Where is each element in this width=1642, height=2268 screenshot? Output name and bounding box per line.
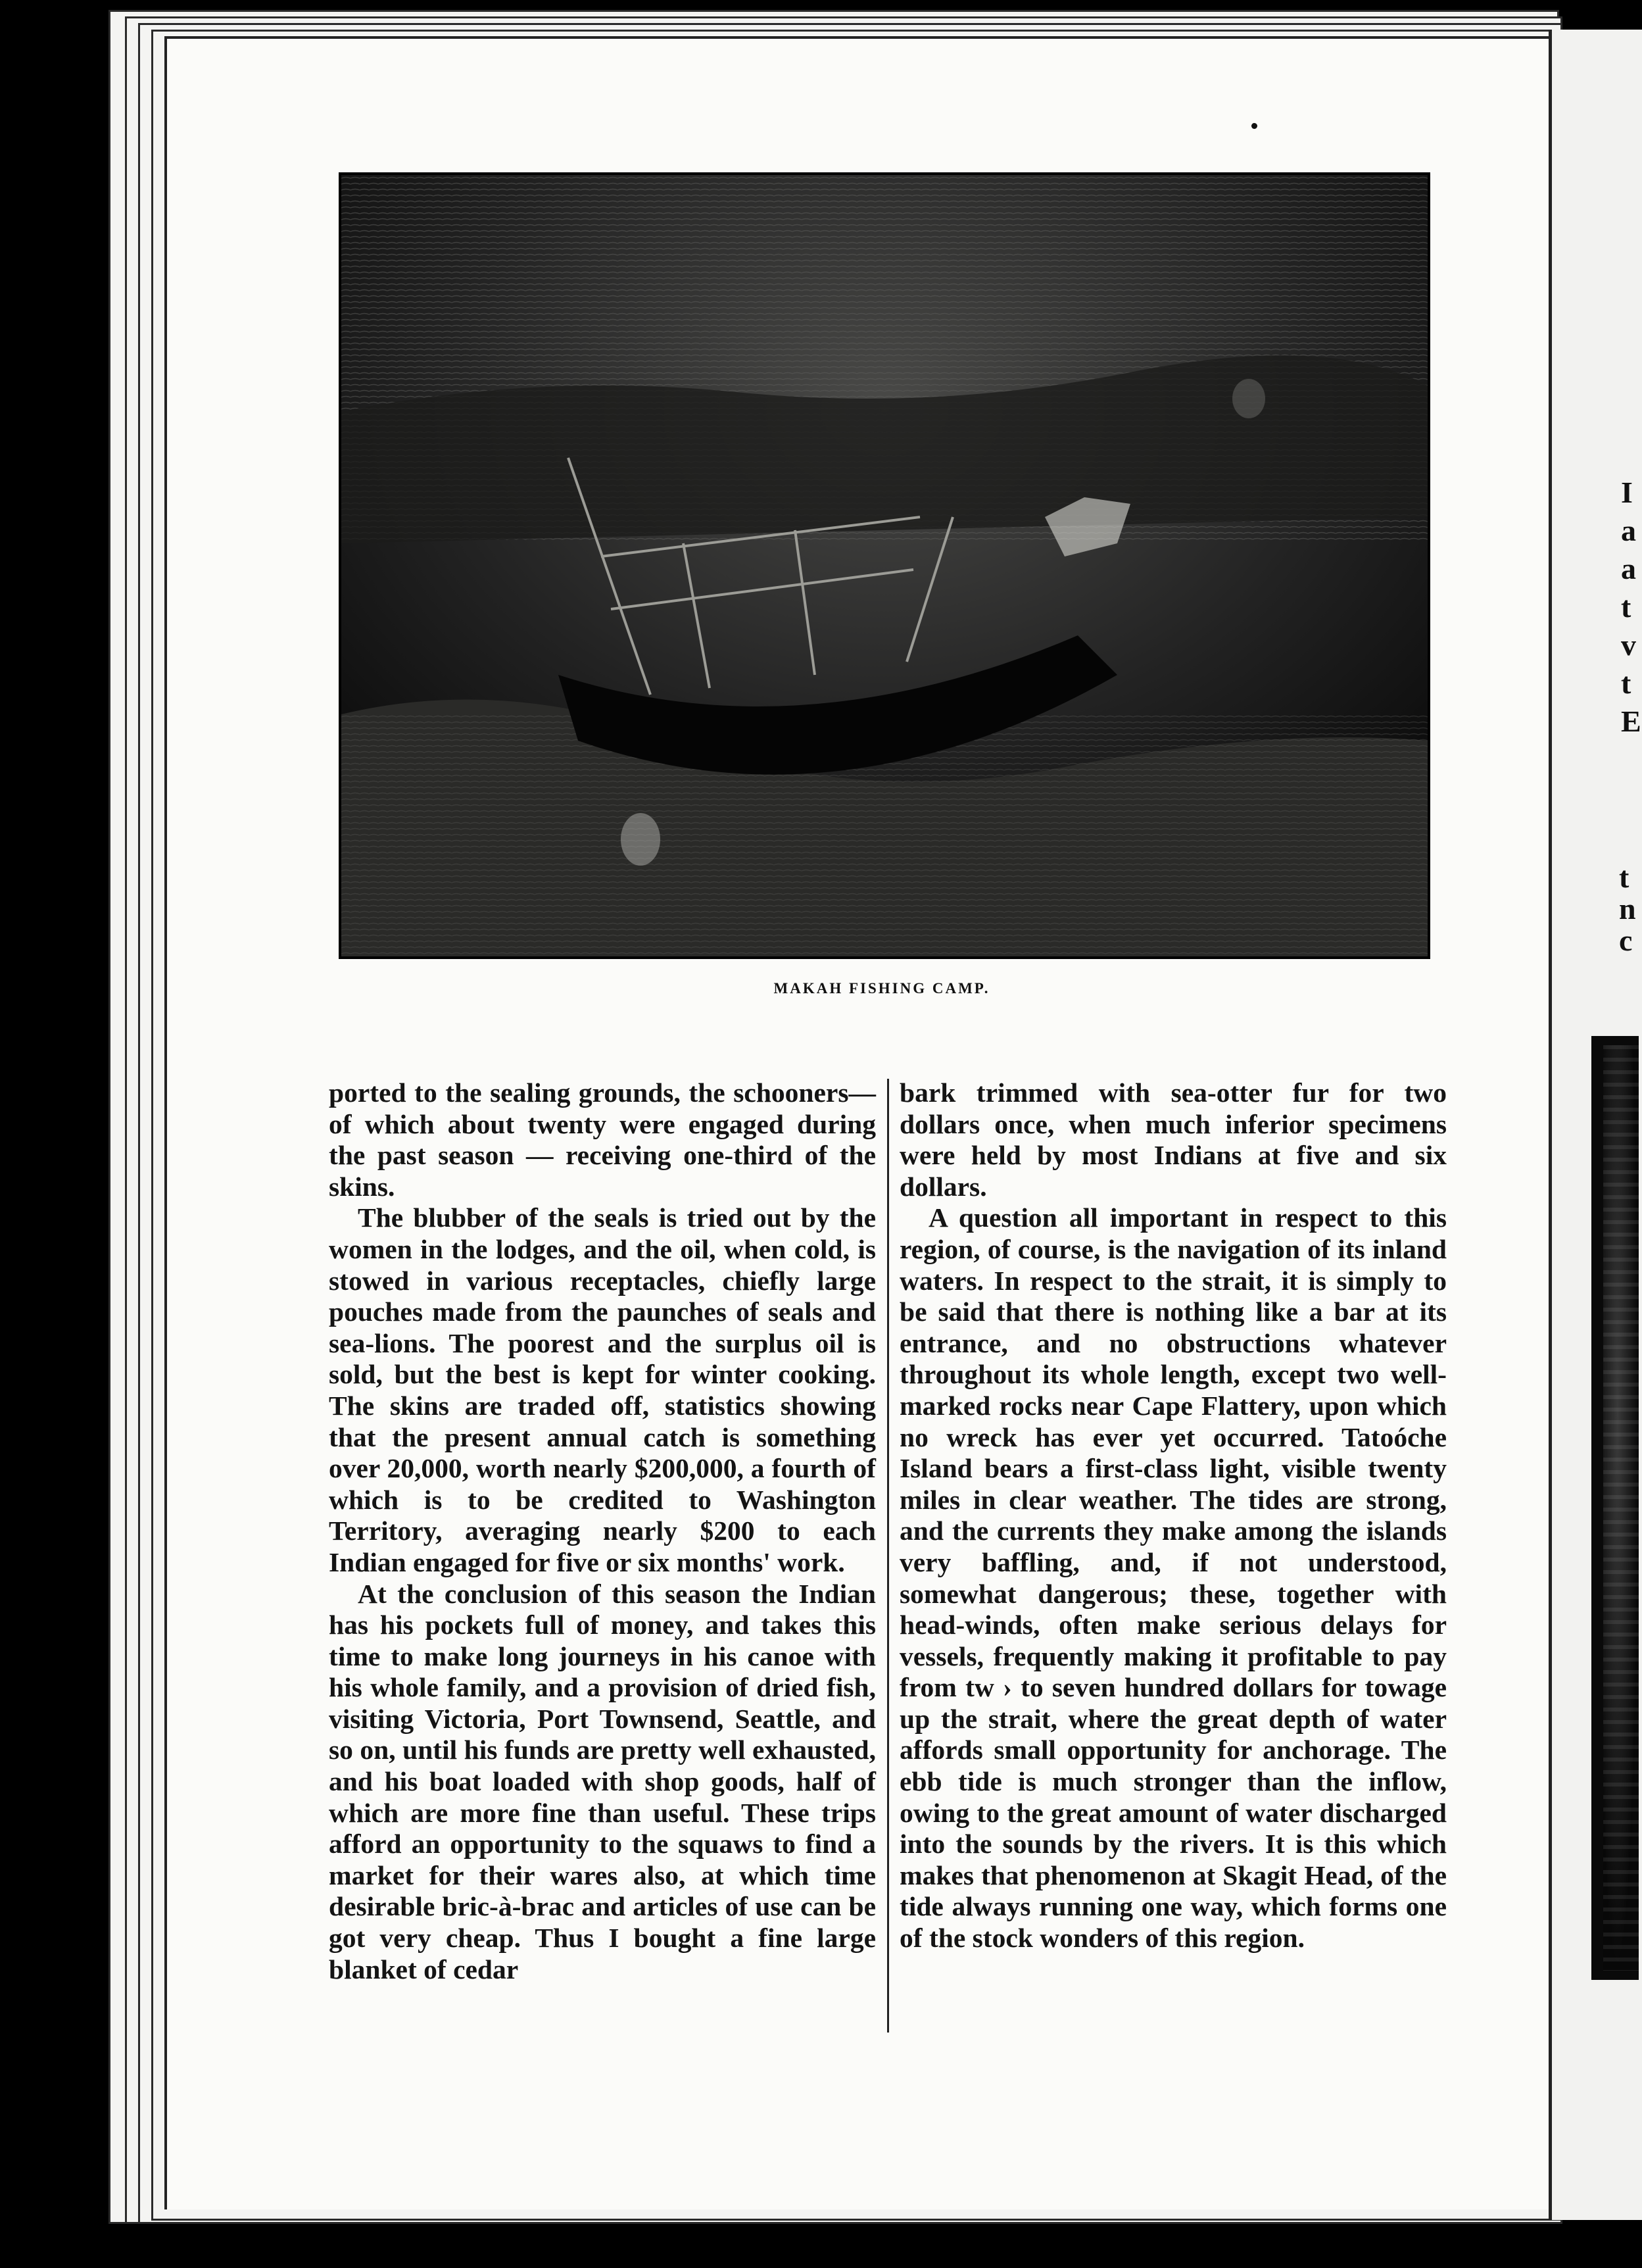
article-column-right bbox=[900, 1077, 1447, 1954]
adjacent-letter: t bbox=[1621, 590, 1631, 624]
adjacent-letter: c bbox=[1619, 924, 1633, 957]
adjacent-letter: t bbox=[1621, 666, 1631, 700]
paragraph: At the conclusion of this season the Indian has his pockets full of money, and takes this time to make long journeys in his canoe with his whole family, and a provision of dried fish, visiting Victoria, Port Townsend, Seattle, and so on, until his funds are pretty well exhausted, and his boat loaded with shop goods, half of which are more fine than useful. These trips afford an opportunity to the squaws to find a market for their wares also, at which time desirable bric-à-brac and articles of use can be got very cheap. Thus I bought a fine large blanket of cedar bbox=[329, 1578, 876, 1985]
adjacent-letter: a bbox=[1621, 514, 1636, 547]
adjacent-letter: E bbox=[1621, 704, 1641, 738]
adjacent-page-text-2 bbox=[1619, 862, 1636, 956]
article-column-left bbox=[329, 1077, 876, 1985]
adjacent-page-text bbox=[1621, 474, 1639, 741]
adjacent-page-image bbox=[1591, 1036, 1639, 1980]
adjacent-letter: n bbox=[1619, 892, 1636, 925]
fishing-camp-illustration bbox=[339, 172, 1430, 959]
illustration-drawing bbox=[341, 175, 1428, 956]
paragraph: The blubber of the seals is tried out by the women in the lodges, and the oil, when cold, is stowed in various receptacles, chiefly large pouches made from the paunches of seals and sea-lions. The poorest and the surplus oil is sold, but the best is kept for winter cooking. The skins are traded off, statistics showing that the present annual catch is something over 20,000, worth nearly $200,000, a fourth of which is to be credited to Washington Territory, averaging nearly $200 to each Indian engaged for five or six months' work. bbox=[329, 1202, 876, 1577]
adjacent-letter: a bbox=[1621, 552, 1636, 585]
speck bbox=[1251, 123, 1257, 129]
adjacent-letter: I bbox=[1621, 476, 1633, 509]
paragraph: ported to the sealing grounds, the schooners—of which about twenty were engaged during the past season — receiving one-third of the skins. bbox=[329, 1077, 876, 1202]
paragraph: A question all important in respect to this region, of course, is the navigation of its inland waters. In respect to the strait, it is simply to be said that there is nothing like a bar at its entrance, and no obstructions whatever throughout its whole length, except two well-marked rocks near Cape Flattery, upon which no wreck has ever yet occurred. Tatoóche Island bears a first-class light, visible twenty miles in clear weather. The tides are strong, and the currents they make among the islands very baffling, and, if not understood, somewhat dangerous; these, together with head-winds, often make serious delays for vessels, frequently making it profitable to pay from tw › to seven hundred dollars for towage up the strait, where the great depth of water affords small opportunity for anchorage. The ebb tide is much stronger than the inflow, owing to the great amount of water discharged into the sounds by the rivers. It is this which makes that phenomenon at Skagit Head, of the tide always running one way, which forms one of the stock wonders of this region. bbox=[900, 1202, 1447, 1954]
adjacent-letter: t bbox=[1619, 860, 1630, 894]
adjacent-letter: v bbox=[1621, 628, 1636, 662]
column-divider bbox=[887, 1079, 889, 2033]
illustration-caption: MAKAH FISHING CAMP. bbox=[773, 980, 990, 997]
paragraph: bark trimmed with sea-otter fur for two dollars once, when much inferior specimens were held by most Indians at five and six dollars. bbox=[900, 1077, 1447, 1202]
